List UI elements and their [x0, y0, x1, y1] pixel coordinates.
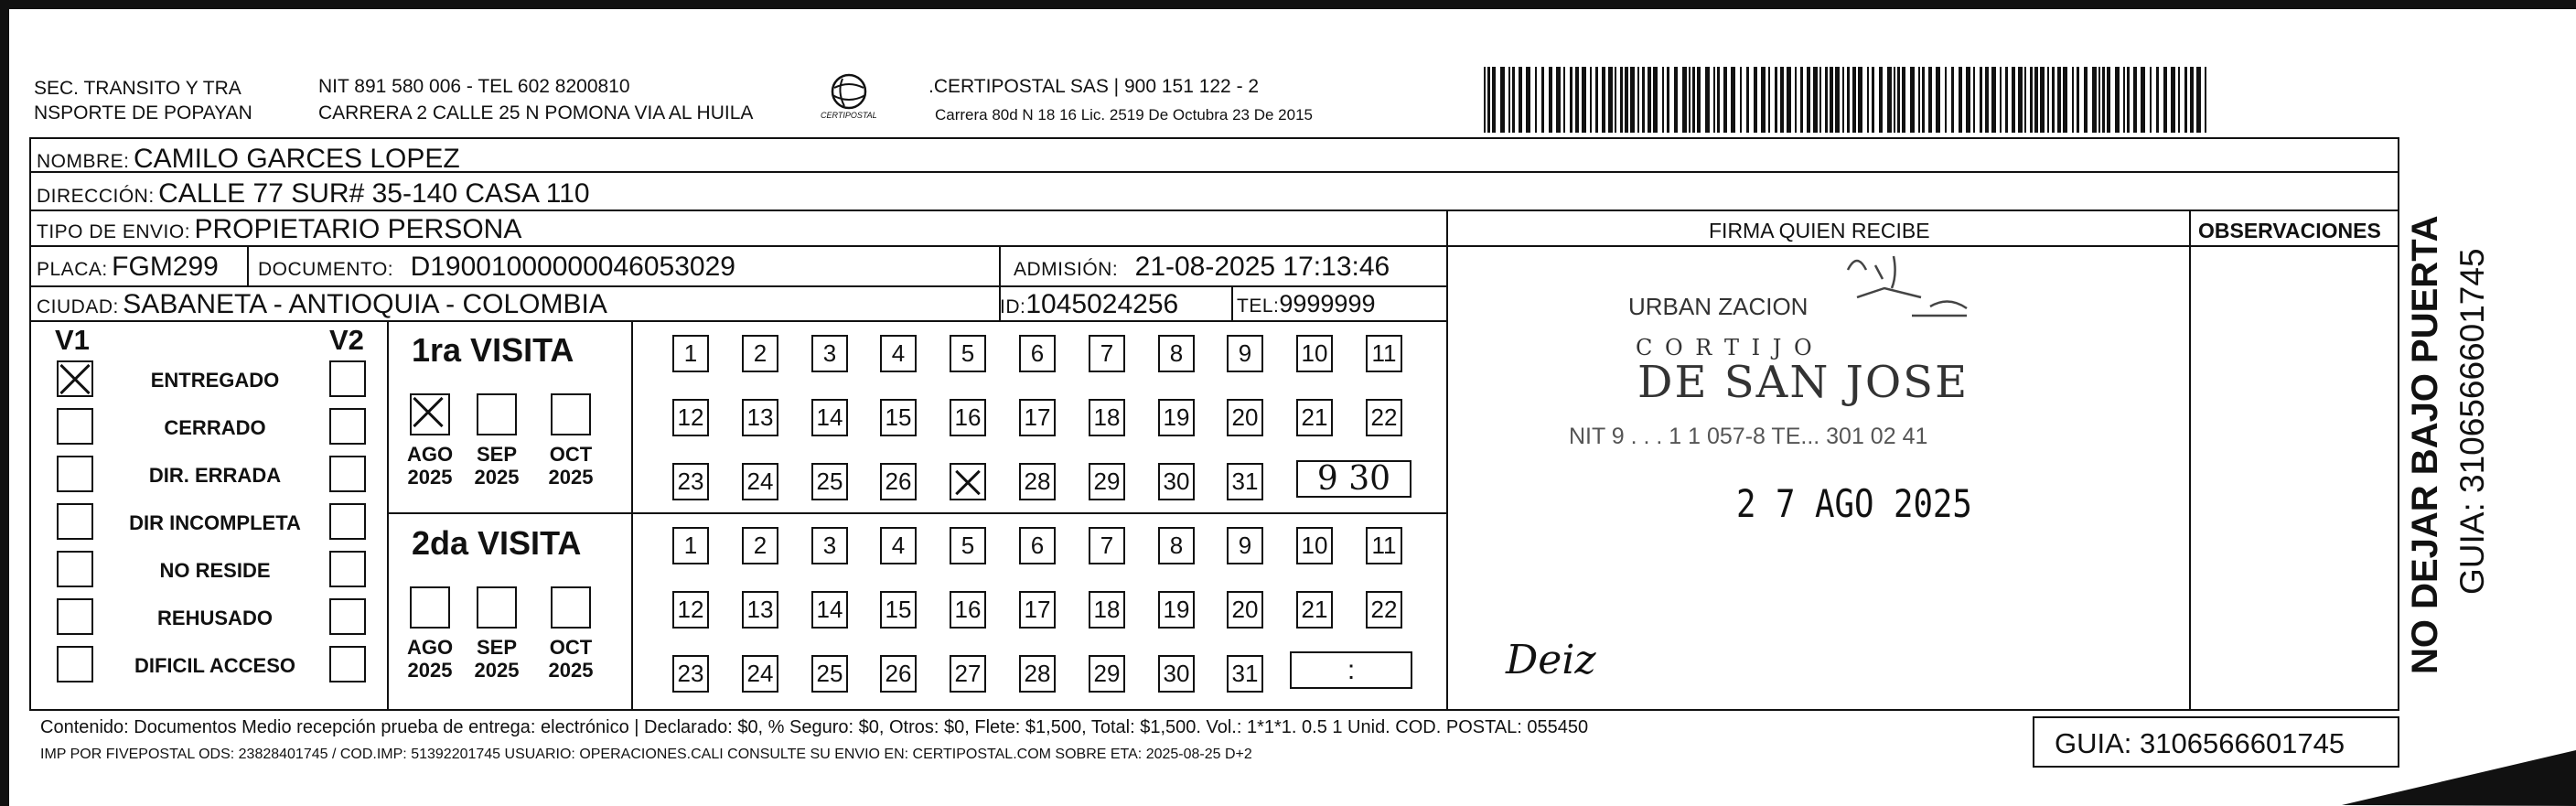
second-visit-day-17[interactable]: 17 — [1019, 591, 1056, 629]
barcode-bar — [1731, 67, 1735, 133]
first-visit-day-24[interactable]: 24 — [742, 463, 778, 500]
barcode-bar — [1519, 67, 1522, 133]
first-month-checkbox-ago[interactable] — [410, 393, 450, 435]
second-visit-title: 2da VISITA — [412, 524, 582, 562]
tel-row — [1237, 292, 1375, 317]
tel-value: 9999999 — [1279, 290, 1376, 317]
barcode-bar — [2024, 67, 2026, 133]
barcode-bar — [1985, 67, 1989, 133]
documento-label: DOCUMENTO: — [258, 259, 394, 280]
month-year: 2025 — [407, 466, 453, 489]
second-visit-day-16[interactable]: 16 — [950, 591, 986, 629]
barcode-bar — [2047, 67, 2049, 133]
month-year: 2025 — [474, 659, 520, 682]
first-visit-day-22[interactable]: 22 — [1366, 399, 1402, 436]
barcode-bar — [1667, 67, 1669, 133]
barcode-bar — [1582, 67, 1586, 133]
col-line — [631, 320, 633, 709]
second-visit-day-6[interactable]: 6 — [1019, 527, 1056, 564]
second-visit-day-2[interactable]: 2 — [742, 527, 778, 564]
tipo-value: PROPIETARIO PERSONA — [194, 214, 522, 244]
first-visit-day-14[interactable]: 14 — [811, 399, 848, 436]
status-label: DIR INCOMPLETA — [129, 511, 301, 534]
tipo-label: TIPO DE ENVIO: — [37, 221, 191, 242]
first-visit-day-17[interactable]: 17 — [1019, 399, 1056, 436]
barcode-bar — [2178, 67, 2180, 133]
first-visit-day-3[interactable]: 3 — [811, 335, 848, 372]
second-visit-day-7[interactable]: 7 — [1089, 527, 1125, 564]
month-year: 2025 — [407, 659, 453, 682]
id-label: ID: — [1000, 296, 1026, 317]
barcode-bar — [2190, 67, 2194, 133]
barcode-bar — [1780, 67, 1784, 133]
barcode-bar — [1692, 67, 1695, 133]
barcode-bar — [1705, 67, 1710, 133]
admision-value: 21-08-2025 17:13:46 — [1134, 252, 1390, 282]
v2-checkbox-7[interactable] — [329, 646, 366, 682]
barcode-bar — [1512, 67, 1515, 133]
barcode-bar — [2000, 67, 2002, 133]
barcode-bar — [1575, 67, 1579, 133]
barcode-bar — [1951, 67, 1954, 133]
barcode-bar — [1918, 67, 1920, 133]
first-visit-day-10[interactable]: 10 — [1296, 335, 1333, 372]
first-visit-day-8[interactable]: 8 — [1158, 335, 1195, 372]
month-name: OCT — [549, 636, 593, 659]
direccion-row — [37, 180, 590, 208]
second-visit-day-13[interactable]: 13 — [742, 591, 778, 629]
certipostal-logo — [817, 71, 881, 126]
second-visit-day-4[interactable]: 4 — [880, 527, 917, 564]
barcode-bar — [2030, 67, 2033, 133]
barcode-bar — [1642, 67, 1645, 133]
barcode-bar — [1746, 67, 1749, 133]
barcode-bar — [2092, 67, 2097, 133]
first-visit-day-27[interactable] — [950, 463, 986, 500]
first-visit-day-23[interactable]: 23 — [672, 463, 709, 500]
barcode-bar — [2171, 67, 2175, 133]
barcode-bar — [2107, 67, 2110, 133]
admision-label: ADMISIÓN: — [1014, 259, 1119, 280]
second-visit-day-31[interactable]: 31 — [1227, 655, 1263, 693]
row-line — [29, 320, 1448, 322]
barcode-bar — [1775, 67, 1777, 133]
barcode-bar — [2127, 67, 2130, 133]
entity-line1: SEC. TRANSITO Y TRA — [34, 78, 242, 99]
scan-border-left — [0, 0, 9, 806]
footer-imp: IMP POR FIVEPOSTAL ODS: 23828401745 / COD.IMP: 51392201745 USUARIO: OPERACIONES.CALI CONSULTE SU ENVIO EN: CERTIPOSTAL.COM SOBRE ETA: 2025-08-25 D+2 — [40, 747, 1252, 762]
barcode-bar — [1807, 67, 1810, 133]
barcode-bar — [1608, 67, 1613, 133]
documento-value: D19001000000046053029 — [410, 252, 735, 282]
second-visit-day-10[interactable]: 10 — [1296, 527, 1333, 564]
v1-checkbox-3[interactable] — [57, 456, 93, 492]
second-visit-day-1[interactable]: 1 — [672, 527, 709, 564]
barcode-bar — [1541, 67, 1544, 133]
first-visit-day-21[interactable]: 21 — [1296, 399, 1333, 436]
barcode-bar — [2123, 67, 2125, 133]
barcode-bar — [1549, 67, 1552, 133]
barcode-bar — [1897, 67, 1900, 133]
stamp-line3: DE SAN JOSE — [1637, 357, 1970, 408]
barcode-bar — [1487, 67, 1490, 133]
barcode-bar — [1872, 67, 1874, 133]
v2-label: V2 — [329, 324, 364, 356]
entity-line2: NSPORTE DE POPAYAN — [34, 102, 252, 124]
month-name: SEP — [476, 636, 518, 659]
barcode-bar — [1980, 67, 1982, 133]
stamp-date: 2 7 AGO 2025 — [1736, 481, 1972, 526]
second-visit-day-22[interactable]: 22 — [1366, 591, 1402, 629]
first-visit-day-1[interactable]: 1 — [672, 335, 709, 372]
month-name: OCT — [549, 443, 593, 466]
placa-value: FGM299 — [112, 252, 219, 282]
second-visit-day-29[interactable]: 29 — [1089, 655, 1125, 693]
second-visit-day-12[interactable]: 12 — [672, 591, 709, 629]
first-visit-day-15[interactable]: 15 — [880, 399, 917, 436]
stamp-line4: NIT 9 . . . 1 1 057-8 TE... 301 02 41 — [1569, 424, 1928, 449]
month-year: 2025 — [548, 659, 594, 682]
barcode-bar — [2012, 67, 2015, 133]
barcode-bar — [1936, 67, 1940, 133]
admision-row — [1014, 253, 1390, 281]
barcode-bar — [1879, 67, 1883, 133]
row-line — [29, 210, 2399, 211]
barcode-bar — [2057, 67, 2061, 133]
scan-border-top — [0, 0, 2576, 9]
barcode-bar — [1653, 67, 1658, 133]
barcode-bar — [1570, 67, 1572, 133]
second-visit-day-30[interactable]: 30 — [1158, 655, 1195, 693]
row-line — [29, 285, 1448, 287]
month-label — [543, 636, 598, 682]
barcode-bar — [1928, 67, 1932, 133]
barcode-bar — [2098, 67, 2100, 133]
barcode-bar — [2196, 67, 2201, 133]
barcode-bar — [1740, 67, 1742, 133]
month-label — [543, 443, 598, 489]
status-label: DIR. ERRADA — [148, 464, 282, 487]
barcode-bar — [1648, 67, 1651, 133]
first-visit-day-30[interactable]: 30 — [1158, 463, 1195, 500]
barcode-bar — [1508, 67, 1510, 133]
first-visit-title: 1ra VISITA — [412, 331, 574, 369]
first-visit-day-29[interactable]: 29 — [1089, 463, 1125, 500]
first-month-checkbox-oct[interactable] — [551, 393, 591, 435]
barcode-bar — [1723, 67, 1727, 133]
month-year: 2025 — [474, 466, 520, 489]
status-label: CERRADO — [164, 416, 266, 439]
barcode-bar — [1754, 67, 1757, 133]
barcode-bar — [2063, 67, 2067, 133]
month-label — [402, 636, 457, 682]
barcode-bar — [1991, 67, 1996, 133]
second-visit-day-8[interactable]: 8 — [1158, 527, 1195, 564]
id-row — [1000, 291, 1178, 318]
barcode-bar — [1825, 67, 1828, 133]
first-visit-day-5[interactable]: 5 — [950, 335, 986, 372]
barcode-bar — [1945, 67, 1947, 133]
first-visit-day-6[interactable]: 6 — [1019, 335, 1056, 372]
row-line — [29, 709, 2399, 711]
barcode-bar — [1500, 67, 1505, 133]
second-visit-day-27[interactable]: 27 — [950, 655, 986, 693]
barcode-bar — [2005, 67, 2008, 133]
barcode-bar — [1602, 67, 1605, 133]
barcode-bar — [1835, 67, 1840, 133]
first-visit-day-2[interactable]: 2 — [742, 335, 778, 372]
barcode-bar — [2052, 67, 2055, 133]
first-visit-day-31[interactable]: 31 — [1227, 463, 1263, 500]
barcode-bar — [1787, 67, 1791, 133]
v1-checkbox-5[interactable] — [57, 551, 93, 587]
month-name: AGO — [406, 636, 454, 659]
placa-row — [37, 253, 219, 281]
col-line — [387, 320, 389, 709]
first-visit-day-26[interactable]: 26 — [880, 463, 917, 500]
v1-checkbox-2[interactable] — [57, 408, 93, 445]
placa-label: PLACA: — [37, 259, 108, 280]
v1-checkbox-1[interactable] — [57, 360, 93, 397]
barcode-bar — [1713, 67, 1715, 133]
barcode-bar — [1867, 67, 1869, 133]
barcode-bar — [2115, 67, 2120, 133]
second-visit-day-14[interactable]: 14 — [811, 591, 848, 629]
second-visit-day-19[interactable]: 19 — [1158, 591, 1195, 629]
second-visit-day-3[interactable]: 3 — [811, 527, 848, 564]
first-month-checkbox-sep[interactable] — [477, 393, 517, 435]
barcode-bar — [1535, 67, 1537, 133]
nombre-row — [37, 145, 460, 173]
second-visit-day-11[interactable]: 11 — [1366, 527, 1402, 564]
barcode-bar — [1595, 67, 1598, 133]
row-line — [29, 245, 1448, 247]
barcode-bar — [1492, 67, 1496, 133]
barcode-bar — [1847, 67, 1850, 133]
col-line — [1231, 285, 1233, 320]
second-visit-time: : — [1290, 651, 1412, 689]
barcode-bar — [1887, 67, 1892, 133]
first-visit-day-11[interactable]: 11 — [1366, 335, 1402, 372]
barcode-bar — [1674, 67, 1678, 133]
barcode-bar — [2163, 67, 2167, 133]
first-visit-day-19[interactable]: 19 — [1158, 399, 1195, 436]
barcode-bar — [1563, 67, 1565, 133]
barcode-bar — [1630, 67, 1635, 133]
barcode-bar — [1973, 67, 1975, 133]
second-visit-day-26[interactable]: 26 — [880, 655, 917, 693]
barcode-bar — [1922, 67, 1925, 133]
month-name: AGO — [406, 443, 454, 466]
second-visit-day-21[interactable]: 21 — [1296, 591, 1333, 629]
barcode-bar — [1858, 67, 1862, 133]
barcode-bar — [1697, 67, 1701, 133]
address-line: CARRERA 2 CALLE 25 N POMONA VIA AL HUILA — [318, 102, 754, 124]
second-visit-day-18[interactable]: 18 — [1089, 591, 1125, 629]
barcode-bar — [1800, 67, 1803, 133]
barcode-bar — [1795, 67, 1797, 133]
first-visit-time: 9 30 — [1296, 460, 1411, 498]
col-line — [1446, 210, 1448, 711]
barcode-bar — [2084, 67, 2088, 133]
barcode-bar — [1768, 67, 1770, 133]
month-label — [469, 443, 524, 489]
v1-checkbox-6[interactable] — [57, 598, 93, 635]
second-visit-day-20[interactable]: 20 — [1227, 591, 1263, 629]
barcode-bar — [1717, 67, 1720, 133]
license-line: Carrera 80d N 18 16 Lic. 2519 De Octubra 23 De 2015 — [935, 106, 1313, 124]
barcode-bar — [2205, 67, 2206, 133]
status-label: DIFICIL ACCESO — [134, 654, 295, 677]
barcode-bar — [1682, 67, 1687, 133]
barcode-bar — [1894, 67, 1895, 133]
v2-checkbox-1[interactable] — [329, 360, 366, 397]
barcode-bar — [1761, 67, 1766, 133]
visit-divider — [387, 512, 631, 514]
nit-line: NIT 891 580 006 - TEL 602 8200810 — [318, 76, 630, 97]
barcode-bar — [2184, 67, 2187, 133]
first-visit-day-13[interactable]: 13 — [742, 399, 778, 436]
ciudad-value: SABANETA - ANTIOQUIA - COLOMBIA — [123, 289, 607, 319]
barcode-bar — [2156, 67, 2159, 133]
v1-checkbox-4[interactable] — [57, 503, 93, 540]
barcode-bar — [1902, 67, 1905, 133]
first-visit-day-7[interactable]: 7 — [1089, 335, 1125, 372]
barcode-bar — [1484, 67, 1486, 133]
status-label: NO RESIDE — [159, 559, 271, 582]
barcode-bar — [2018, 67, 2023, 133]
stamp-line2: C O R T I J O — [1636, 335, 1815, 360]
second-month-checkbox-sep[interactable] — [477, 586, 517, 629]
v2-checkbox-3[interactable] — [329, 456, 366, 492]
second-visit-day-9[interactable]: 9 — [1227, 527, 1263, 564]
v2-checkbox-2[interactable] — [329, 408, 366, 445]
month-label — [469, 636, 524, 682]
visit-divider — [631, 512, 1448, 514]
first-visit-day-18[interactable]: 18 — [1089, 399, 1125, 436]
month-year: 2025 — [548, 466, 594, 489]
second-visit-day-15[interactable]: 15 — [880, 591, 917, 629]
barcode-bar — [1910, 67, 1915, 133]
barcode-bar — [1526, 67, 1530, 133]
firma-label: FIRMA QUIEN RECIBE — [1709, 219, 1930, 242]
first-visit-day-9[interactable]: 9 — [1227, 335, 1263, 372]
v2-checkbox-6[interactable] — [329, 598, 366, 635]
handwritten-signature: Deiz — [1506, 637, 1596, 683]
barcode-bar — [1620, 67, 1623, 133]
first-visit-day-25[interactable]: 25 — [811, 463, 848, 500]
side-line1: NO DEJAR BAJO PUERTA — [2405, 215, 2445, 674]
barcode-bar — [2150, 67, 2152, 133]
barcode-bar — [2077, 67, 2079, 133]
barcode-bar — [2034, 67, 2038, 133]
barcode-bar — [1625, 67, 1628, 133]
status-label: REHUSADO — [157, 607, 273, 629]
barcode-bar — [2133, 67, 2137, 133]
col-line — [2189, 210, 2191, 711]
month-name: SEP — [476, 443, 518, 466]
company-line: .CERTIPOSTAL SAS | 900 151 122 - 2 — [928, 76, 1260, 97]
side-line2: GUIA: 3106566601745 — [2453, 248, 2491, 595]
barcode-bar — [1813, 67, 1818, 133]
barcode-bar — [1830, 67, 1833, 133]
first-visit-day-12[interactable]: 12 — [672, 399, 709, 436]
v1-checkbox-7[interactable] — [57, 646, 93, 682]
tel-label: TEL: — [1237, 296, 1280, 317]
ciudad-row — [37, 291, 607, 318]
col-line — [247, 245, 249, 285]
nombre-label: NOMBRE: — [37, 151, 130, 172]
barcode-bar — [2040, 67, 2045, 133]
barcode-bar — [1966, 67, 1970, 133]
barcode-bar — [1689, 67, 1690, 133]
barcode-bar — [2072, 67, 2074, 133]
documento-row — [258, 253, 735, 281]
direccion-label: DIRECCIÓN: — [37, 186, 155, 207]
stamp-emblem-icon — [1839, 242, 1985, 334]
v2-checkbox-4[interactable] — [329, 503, 366, 540]
barcode-bar — [1556, 67, 1561, 133]
nombre-value: CAMILO GARCES LOPEZ — [133, 144, 460, 174]
stamp-line1: URBAN ZACION — [1628, 293, 1809, 320]
first-visit-day-4[interactable]: 4 — [880, 335, 917, 372]
barcode-bar — [1852, 67, 1856, 133]
second-visit-day-23[interactable]: 23 — [672, 655, 709, 693]
observaciones-label: OBSERVACIONES — [2198, 219, 2381, 242]
v1-label: V1 — [55, 324, 90, 356]
second-visit-day-25[interactable]: 25 — [811, 655, 848, 693]
barcode-bar — [2141, 67, 2145, 133]
second-month-checkbox-ago[interactable] — [410, 586, 450, 629]
v2-checkbox-5[interactable] — [329, 551, 366, 587]
barcode-bar — [1637, 67, 1639, 133]
guia-box-text: GUIA: 3106566601745 — [2055, 727, 2345, 759]
status-label: ENTREGADO — [150, 369, 280, 392]
month-label — [402, 443, 457, 489]
barcode-bar — [1615, 67, 1616, 133]
ciudad-label: CIUDAD: — [37, 296, 119, 317]
first-visit-day-28[interactable]: 28 — [1019, 463, 1056, 500]
direccion-value: CALLE 77 SUR# 35-140 CASA 110 — [158, 178, 590, 209]
first-visit-day-16[interactable]: 16 — [950, 399, 986, 436]
barcode-bar — [1590, 67, 1592, 133]
scan-shadow — [2342, 750, 2576, 806]
barcode-bar — [1959, 67, 1962, 133]
barcode-bar — [1819, 67, 1821, 133]
second-visit-day-24[interactable]: 24 — [742, 655, 778, 693]
tipo-row — [37, 216, 521, 243]
barcode-bar — [1662, 67, 1664, 133]
id-value: 1045024256 — [1025, 289, 1179, 319]
second-month-checkbox-oct[interactable] — [551, 586, 591, 629]
second-visit-day-5[interactable]: 5 — [950, 527, 986, 564]
barcode — [1484, 67, 2212, 133]
first-visit-day-20[interactable]: 20 — [1227, 399, 1263, 436]
second-visit-day-28[interactable]: 28 — [1019, 655, 1056, 693]
logo-text: CERTIPOSTAL — [821, 111, 877, 120]
barcode-bar — [2102, 67, 2105, 133]
barcode-bar — [1842, 67, 1844, 133]
footer-contenido: Contenido: Documentos Medio recepción prueba de entrega: electrónico | Declarado: $0, % Seguro: $0, Otros: $0, Flete: $1,500, Total: $1,500. Vol.: 1*1*1. 0.5 1 Unid. COD. POSTAL: 055450 — [40, 717, 1589, 737]
